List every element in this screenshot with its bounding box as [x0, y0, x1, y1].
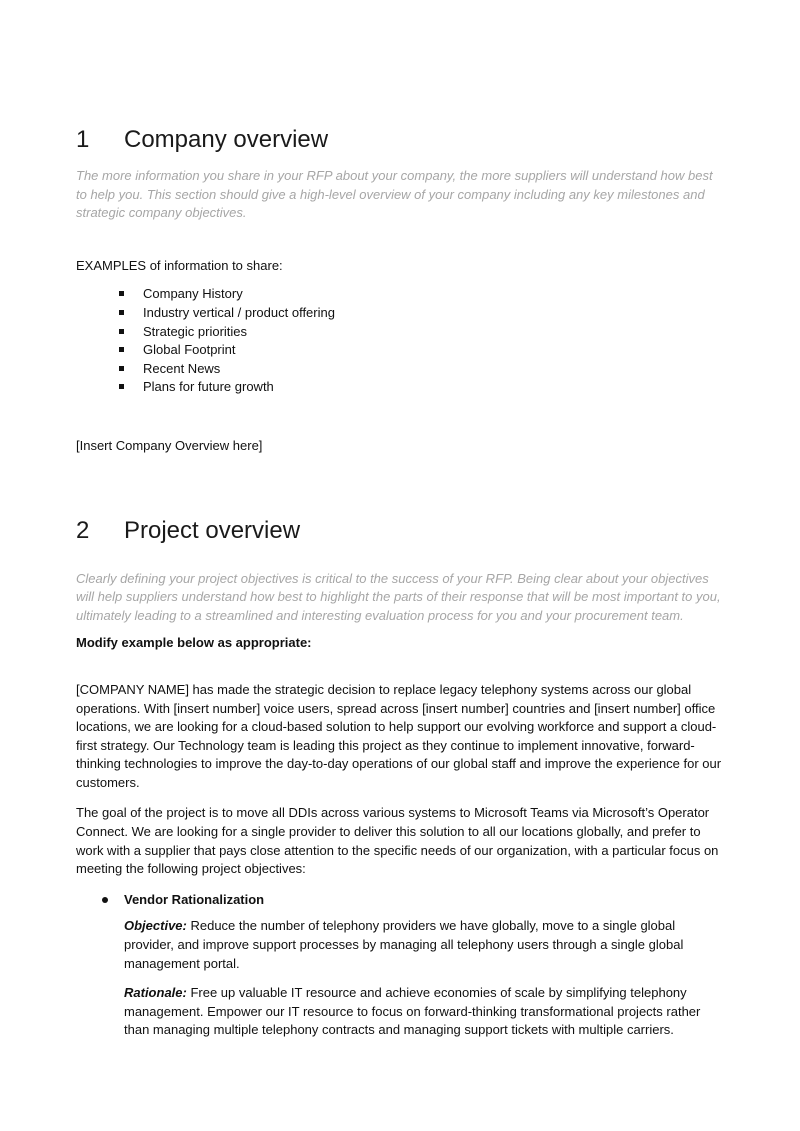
- list-item: Plans for future growth: [119, 378, 724, 397]
- objective-text: Reduce the number of telephony providers we have globally, move to a single global provider, and improve support processes by managing all telephony users through a single global management portal.: [124, 918, 684, 971]
- list-item: Global Footprint: [119, 341, 724, 360]
- section-2-number: 2: [76, 516, 90, 544]
- section-1-guidance: The more information you share in your RFP about your company, the more suppliers will understand how best to help you. This section should give a high-level overview of your company including any key milestones and strategic company objectives.: [76, 168, 713, 221]
- project-paragraph-1: [COMPANY NAME] has made the strategic decision to replace legacy telephony systems across our global operations. With [insert number] voice users, spread across [insert number] countries and [insert number] office locations, we are looking for a cloud-based solution to help support our evolving workforce and support a cloud-first strategy. Our Technology team is leading this project as they continue to implement innovative, forward-thinking technologies to improve the day-to-day operations of our global staff and improve the experience for our customers.: [76, 681, 722, 790]
- section-1-number: 1: [76, 126, 90, 153]
- section-2-title: Project overview: [124, 516, 301, 544]
- section-2-guidance: Clearly defining your project objectives is critical to the success of your RFP. Being clear about your objectives will help suppliers understand how best to highlight the parts of their response that will be most important to you, ultimately leading to a streamlined and interesting evaluation process for you and your procurement team.: [76, 570, 721, 623]
- rationale-label: Rationale:: [124, 985, 187, 1001]
- examples-intro: EXAMPLES of information to share:: [76, 257, 283, 273]
- examples-list: [76, 285, 724, 397]
- modify-note: Modify example below as appropriate:: [76, 635, 312, 651]
- objective-label: Objective:: [124, 918, 187, 934]
- section-1-title: Company overview: [124, 126, 329, 153]
- objective-item: [76, 891, 724, 1040]
- list-item: Industry vertical / product offering: [119, 304, 724, 323]
- rationale-text: Free up valuable IT resource and achieve economies of scale by simplifying telephony management. Empower our IT resource to focus on forward-thinking transformational projects rather than managing multiple telephony contracts and managing support tickets with multiple carriers.: [124, 985, 701, 1038]
- section-1-heading: [76, 0, 724, 156]
- project-paragraph-2: The goal of the project is to move all DDIs across various systems to Microsoft Teams via Microsoft’s Operator Connect. We are looking for a single provider to deliver this solution to all our locations globally, and prefer to work with a supplier that pays close attention to the specific needs of our organization, with a particular focus on meeting the following project objectives:: [76, 805, 719, 877]
- section-2-heading: [76, 515, 724, 547]
- rationale-paragraph: [124, 984, 724, 1040]
- objective-title: Vendor Rationalization: [124, 891, 724, 910]
- list-item: Company History: [119, 285, 724, 304]
- list-item: Strategic priorities: [119, 323, 724, 342]
- objective-paragraph: [124, 917, 724, 973]
- list-item: Recent News: [119, 360, 724, 379]
- company-overview-placeholder: [Insert Company Overview here]: [76, 437, 263, 453]
